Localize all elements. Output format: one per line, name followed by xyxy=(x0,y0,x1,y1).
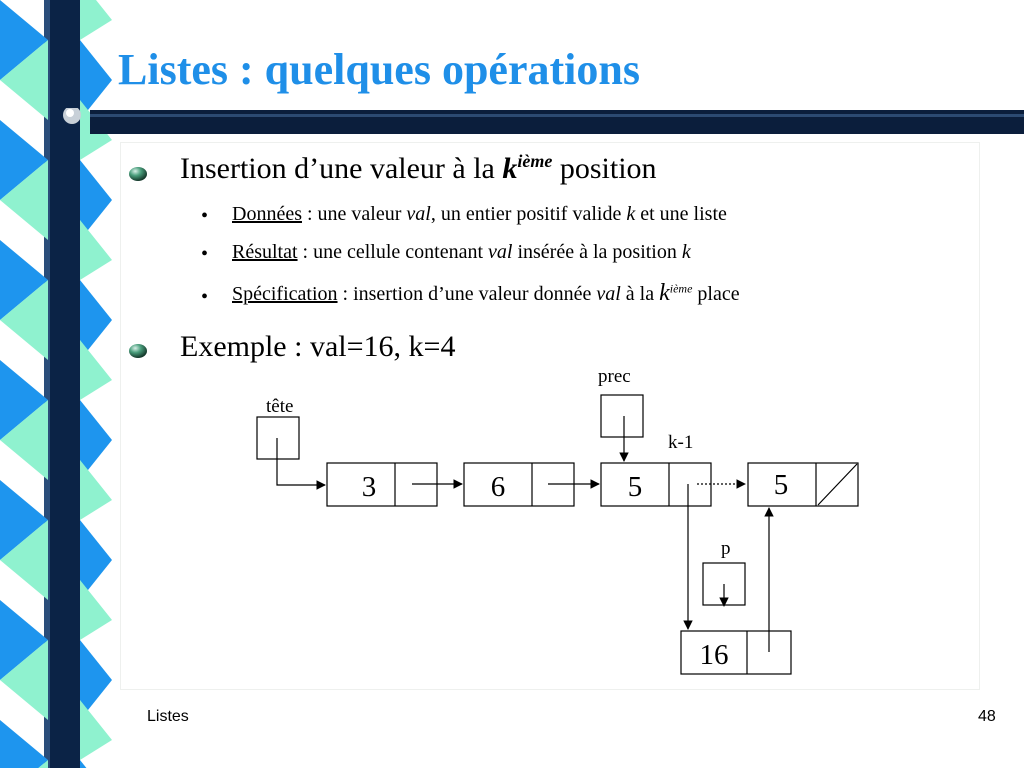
cell-value: 16 xyxy=(699,639,729,671)
sub-bullet-resultat: Résultat : une cellule contenant val insérée à la position k xyxy=(232,241,691,263)
page-number: 48 xyxy=(978,708,996,725)
sub-bullet-specification: Spécification : insertion d’une valeur donnée val à la $k^{ième}$ place xyxy=(232,280,740,306)
list-cell-k-minus-1 xyxy=(601,463,711,506)
bullet-exemple: Exemple : val=16, k=4 xyxy=(180,330,456,363)
footer-title: Listes xyxy=(147,708,189,725)
sub-bullet-dot: • xyxy=(201,286,209,308)
sub-bullet-dot: • xyxy=(201,243,209,265)
list-cell-new xyxy=(681,631,791,674)
label-tete: tête xyxy=(266,396,294,417)
sub-bullet-dot: • xyxy=(201,205,209,227)
bullet-ball-icon xyxy=(128,166,148,182)
bullet-ball-icon xyxy=(128,343,148,359)
label-k-minus-1: k-1 xyxy=(668,432,694,453)
cell-value: 6 xyxy=(490,471,506,503)
title-underline-bar xyxy=(60,108,1024,138)
label-p: p xyxy=(721,538,731,559)
label-prec: prec xyxy=(598,366,631,387)
linked-list-diagram xyxy=(240,360,880,690)
pointer-box-tete xyxy=(257,417,299,459)
list-cell-last xyxy=(748,463,858,506)
pointer-box-prec xyxy=(601,395,643,437)
sub-bullet-donnees: Données : une valeur val, un entier positif valide k et une liste xyxy=(232,203,727,225)
slide-title: Listes : quelques opérations xyxy=(118,45,640,94)
cell-value: 5 xyxy=(773,469,789,501)
cell-value: 3 xyxy=(361,471,377,503)
cell-value: 5 xyxy=(627,471,643,503)
bullet-insertion: Insertion d’une valeur à la $k^{ième}$ position xyxy=(180,151,657,185)
